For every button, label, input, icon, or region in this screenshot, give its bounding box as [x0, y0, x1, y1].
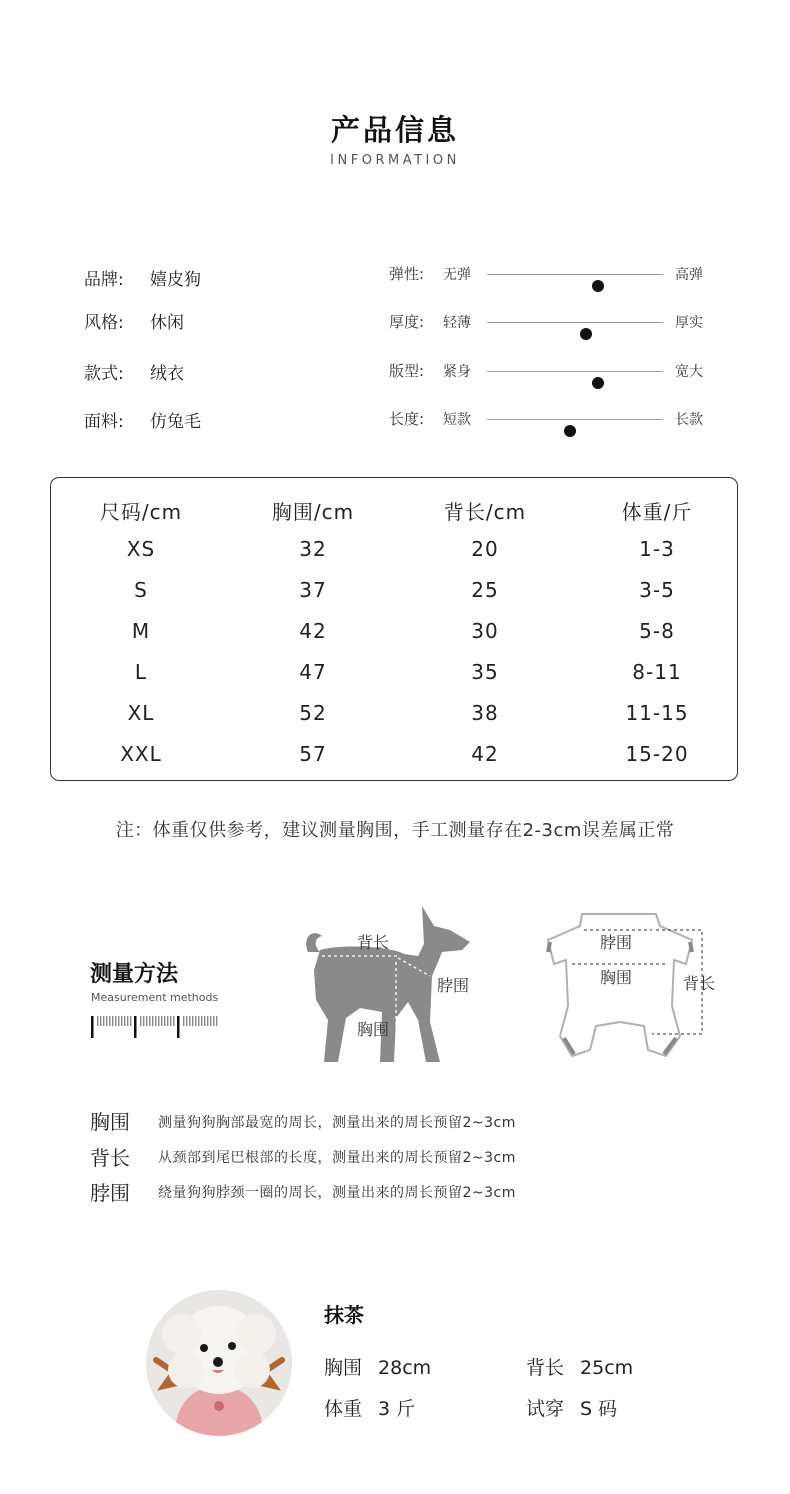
size-cell: XXL: [120, 742, 162, 766]
rating-high-label: 宽大: [675, 364, 703, 380]
weight-cell: 11-15: [625, 701, 689, 725]
rating-dot: [580, 328, 592, 340]
ruler-icon: [90, 1014, 220, 1040]
weight-cell: 8-11: [632, 660, 682, 684]
rating-label: 长度:: [389, 410, 425, 428]
table-row: [51, 742, 737, 776]
size-table: [50, 477, 738, 781]
table-row: [51, 578, 737, 612]
garment-label-back: 背长: [683, 974, 716, 993]
field-label: 背长: [526, 1357, 565, 1379]
back-cell: 25: [471, 578, 499, 602]
chest-cell: 42: [299, 619, 327, 643]
attribute-type: [84, 359, 184, 384]
chest-cell: 37: [299, 578, 327, 602]
measure-desc: 从颈部到尾巴根部的长度，测量出来的周长预留2~3cm: [158, 1150, 516, 1166]
weight-cell: 15-20: [625, 742, 689, 766]
rating-low-label: 短款: [443, 412, 471, 428]
size-table-header: [51, 496, 737, 530]
rating-track: [487, 274, 663, 275]
rating-track: [487, 419, 663, 420]
column-header: 胸围/cm: [271, 500, 355, 524]
size-note: 注：体重仅供参考，建议测量胸围，手工测量存在2-3cm误差属正常: [115, 820, 675, 841]
attribute-style: [84, 308, 184, 333]
back-cell: 30: [471, 619, 499, 643]
field-value: 3 斤: [378, 1398, 416, 1420]
rating-label: 厚度:: [389, 313, 425, 331]
measure-title: 测量方法: [90, 962, 179, 987]
table-row: [51, 701, 737, 735]
measure-desc: 绕量狗狗脖颈一圈的周长，测量出来的周长预留2~3cm: [158, 1185, 516, 1201]
poodle-photo-icon: [146, 1290, 292, 1436]
rating-fit: [389, 360, 719, 382]
field-label: 胸围: [324, 1357, 363, 1379]
attribute-label: 风格:: [84, 313, 124, 333]
field-value: 25cm: [580, 1357, 634, 1379]
size-cell: S: [134, 578, 148, 602]
rating-track: [487, 322, 663, 323]
attribute-label: 面料:: [84, 412, 124, 432]
table-row: [51, 660, 737, 694]
chest-cell: 57: [299, 742, 327, 766]
column-header: 尺码/cm: [99, 500, 183, 524]
rating-track: [487, 371, 663, 372]
model-name: 抹茶: [324, 1303, 364, 1327]
size-cell: L: [134, 660, 148, 684]
rating-label: 弹性:: [389, 265, 425, 283]
rating-low-label: 无弹: [443, 267, 471, 283]
rating-high-label: 高弹: [675, 267, 703, 283]
rating-low-label: 紧身: [443, 364, 471, 380]
table-row: [51, 619, 737, 653]
chest-cell: 32: [299, 537, 327, 561]
attribute-value: 嬉皮狗: [150, 270, 201, 290]
dog-label-chest: 胸围: [357, 1020, 390, 1039]
measure-term: 胸围: [90, 1110, 130, 1134]
garment-label-neck: 脖围: [600, 933, 633, 952]
field-value: 28cm: [378, 1357, 432, 1379]
rating-high-label: 长款: [675, 412, 703, 428]
page-title: 产品信息: [330, 113, 459, 147]
dog-label-back: 背长: [357, 933, 390, 952]
rating-elasticity: [389, 263, 719, 285]
attribute-value: 绒衣: [150, 364, 184, 384]
column-header: 体重/斤: [621, 500, 693, 524]
rating-low-label: 轻薄: [443, 315, 471, 331]
attribute-value: 休闲: [150, 313, 184, 333]
rating-length: [389, 408, 719, 430]
size-cell: XL: [127, 701, 155, 725]
page-subtitle: INFORMATION: [330, 153, 460, 168]
weight-cell: 1-3: [639, 537, 675, 561]
attribute-brand: [84, 265, 201, 290]
dog-label-neck: 脖围: [437, 976, 470, 995]
model-chest: [324, 1353, 431, 1380]
measure-term: 脖围: [90, 1181, 130, 1205]
measure-subtitle: Measurement methods: [91, 991, 219, 1004]
attribute-label: 品牌:: [84, 270, 124, 290]
rating-label: 版型:: [389, 362, 425, 380]
rating-dot: [592, 377, 604, 389]
measure-desc: 测量狗狗胸部最宽的周长，测量出来的周长预留2~3cm: [158, 1115, 516, 1131]
measure-term: 背长: [90, 1146, 130, 1170]
weight-cell: 3-5: [639, 578, 675, 602]
rating-high-label: 厚实: [675, 315, 703, 331]
back-cell: 42: [471, 742, 499, 766]
weight-cell: 5-8: [639, 619, 675, 643]
attribute-label: 款式:: [84, 364, 124, 384]
back-cell: 20: [471, 537, 499, 561]
size-cell: M: [131, 619, 151, 643]
garment-label-chest: 胸围: [600, 968, 633, 987]
chest-cell: 47: [299, 660, 327, 684]
attribute-fabric: [84, 407, 201, 432]
back-cell: 38: [471, 701, 499, 725]
field-value: S 码: [580, 1398, 618, 1420]
chest-cell: 52: [299, 701, 327, 725]
field-label: 试穿: [526, 1398, 565, 1420]
field-label: 体重: [324, 1398, 363, 1420]
attribute-value: 仿兔毛: [150, 412, 201, 432]
back-cell: 35: [471, 660, 499, 684]
model-dog-avatar: [146, 1290, 292, 1436]
model-size: [526, 1394, 617, 1421]
table-row: [51, 537, 737, 571]
rating-dot: [592, 280, 604, 292]
model-back: [526, 1353, 633, 1380]
column-header: 背长/cm: [443, 500, 527, 524]
model-weight: [324, 1394, 415, 1421]
size-cell: XS: [126, 537, 156, 561]
rating-dot: [564, 425, 576, 437]
rating-thickness: [389, 311, 719, 333]
